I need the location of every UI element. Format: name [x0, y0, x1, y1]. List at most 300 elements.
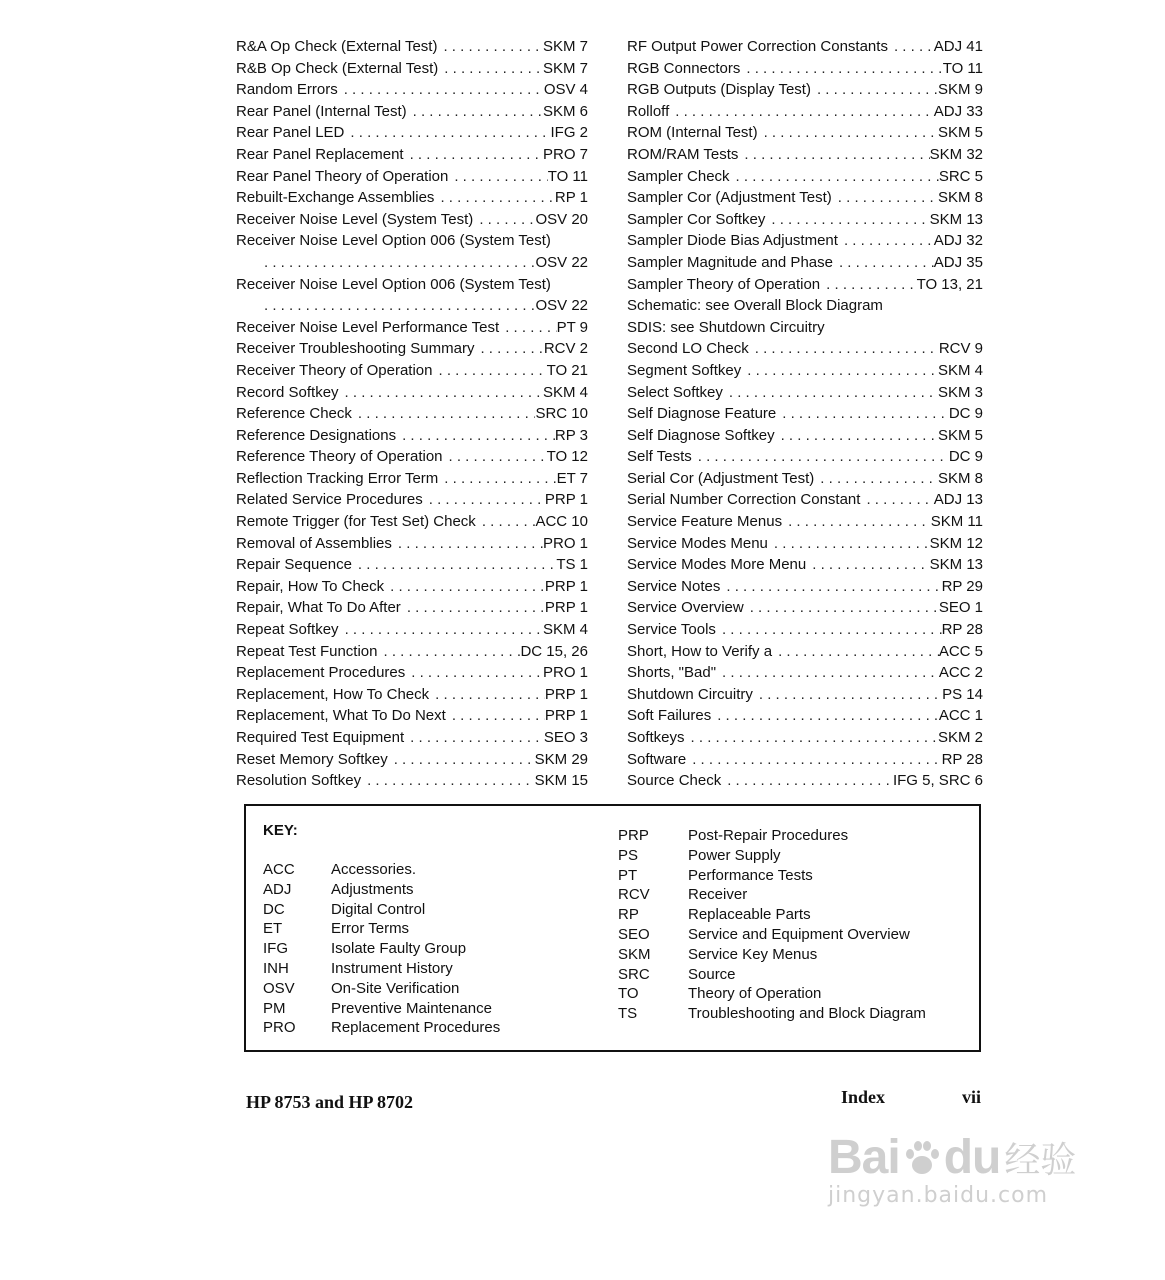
- key-row: [618, 905, 926, 925]
- index-entry: [627, 187, 983, 209]
- index-page-ref: ADJ 33: [933, 102, 983, 120]
- index-term: Rear Panel Theory of Operation: [236, 167, 449, 185]
- index-page-ref: PRO 7: [542, 145, 588, 163]
- key-row: [618, 965, 926, 985]
- index-page-ref: OSV 22: [535, 297, 588, 315]
- index-entry: [236, 274, 588, 317]
- dot-leader: [768, 533, 930, 555]
- dot-leader: [782, 511, 931, 533]
- dot-leader: [438, 468, 556, 490]
- index-entry: [627, 144, 983, 166]
- index-entry: [627, 749, 983, 771]
- index-entry: [627, 684, 983, 706]
- index-term: Receiver Theory of Operation: [236, 361, 433, 379]
- index-entry: [627, 489, 983, 511]
- footer-product-title: HP 8753 and HP 8702: [246, 1092, 414, 1112]
- index-term: Required Test Equipment: [236, 729, 405, 746]
- index-entry: [236, 511, 588, 533]
- dot-leader: [339, 619, 543, 641]
- key-meaning: Replaceable Parts: [688, 906, 811, 924]
- dot-leader: [473, 209, 535, 231]
- index-entry: [627, 382, 983, 404]
- index-term: Sampler Check: [627, 167, 730, 185]
- index-term: Random Errors: [236, 81, 338, 99]
- index-entry: [236, 166, 588, 188]
- index-page-ref: SRC 10: [535, 405, 588, 423]
- index-entry: [627, 36, 983, 58]
- index-entry: [627, 641, 983, 663]
- dot-leader: [423, 489, 545, 511]
- index-entry: [236, 597, 588, 619]
- index-column-left: [236, 36, 588, 792]
- dot-leader: [404, 727, 544, 749]
- index-entry: [236, 684, 588, 706]
- index-entry: [236, 489, 588, 511]
- index-term: Sampler Magnitude and Phase: [627, 253, 833, 271]
- index-entry: [236, 554, 588, 576]
- index-page-ref: PS 14: [942, 685, 983, 703]
- index-column-right: [627, 36, 983, 792]
- index-page-ref: SKM 8: [937, 469, 983, 487]
- dot-leader: [838, 230, 934, 252]
- index-entry: [627, 403, 983, 425]
- index-entry: [236, 209, 588, 231]
- dot-leader: [820, 274, 916, 296]
- index-entry: [627, 252, 983, 274]
- index-entry: [627, 597, 983, 619]
- dot-leader: [685, 727, 938, 749]
- dot-leader: [443, 446, 547, 468]
- dot-leader: [740, 58, 942, 80]
- dot-leader: [476, 511, 536, 533]
- key-abbreviation: RCV: [618, 886, 650, 904]
- index-page-ref: PT 9: [556, 318, 588, 336]
- index-entry: [236, 382, 588, 404]
- dot-leader: [806, 554, 929, 576]
- key-row: [263, 919, 500, 939]
- dot-leader: [716, 662, 939, 684]
- index-entry: [627, 576, 983, 598]
- key-abbreviation: ET: [263, 920, 283, 938]
- dot-leader: [446, 705, 545, 727]
- index-term: Sampler Diode Bias Adjustment: [627, 232, 838, 250]
- key-row: [618, 1004, 926, 1024]
- key-list-right: [618, 826, 926, 1024]
- index-page-ref: RP 28: [941, 621, 983, 639]
- key-row: [263, 880, 500, 900]
- index-page-ref: SKM 6: [542, 102, 588, 120]
- index-page-ref: SKM 9: [937, 81, 983, 99]
- dot-leader: [738, 144, 929, 166]
- index-term: Serial Number Correction Constant: [627, 491, 861, 509]
- index-term: Sampler Cor Softkey: [627, 210, 766, 228]
- index-term: Self Tests: [627, 448, 692, 466]
- index-page-ref: ACC 2: [938, 664, 983, 682]
- index-entry: [236, 36, 588, 58]
- key-list-left: [263, 860, 500, 1038]
- index-term: Soft Failures: [627, 707, 712, 725]
- dot-leader: [730, 166, 939, 188]
- index-term: SDIS: see Shutdown Circuitry: [627, 318, 825, 336]
- key-meaning: Digital Control: [331, 900, 426, 918]
- index-page-ref: TO 12: [546, 448, 588, 466]
- footer-section-name: Index: [841, 1087, 886, 1107]
- index-page-ref: TS 1: [556, 556, 588, 574]
- index-page-ref: DC 9: [948, 448, 983, 466]
- index-page-ref: SRC 5: [938, 167, 983, 185]
- key-row: [618, 885, 926, 905]
- index-page-ref: SKM 13: [929, 556, 983, 574]
- index-term: Second LO Check: [627, 340, 749, 358]
- key-abbreviation: PRO: [263, 1019, 296, 1037]
- index-entry: [236, 187, 588, 209]
- index-page-ref: RP 29: [941, 577, 983, 595]
- dot-leader: [384, 576, 545, 598]
- index-entry: [236, 468, 588, 490]
- index-entry: [236, 338, 588, 360]
- dot-leader: [669, 101, 934, 123]
- key-meaning: Power Supply: [688, 846, 781, 864]
- key-meaning: Source: [688, 965, 736, 983]
- dot-leader: [344, 122, 550, 144]
- index-term: Replacement Procedures: [236, 664, 406, 682]
- index-term: Receiver Troubleshooting Summary: [236, 340, 475, 358]
- index-page-ref: PRP 1: [544, 577, 588, 595]
- index-term: Service Feature Menus: [627, 513, 783, 531]
- index-term: Service Modes More Menu: [627, 556, 807, 574]
- dot-leader: [686, 749, 941, 771]
- index-page-ref: ADJ 35: [933, 253, 983, 271]
- index-term: Service Tools: [627, 621, 716, 639]
- index-term: Receiver Noise Level (System Test): [236, 210, 474, 228]
- index-entry: [627, 295, 983, 317]
- index-term: Shorts, "Bad": [627, 664, 717, 682]
- key-row: [618, 925, 926, 945]
- key-row: [263, 979, 500, 999]
- dot-leader: [338, 79, 544, 101]
- index-entry: [627, 468, 983, 490]
- index-page-ref: SKM 15: [534, 772, 588, 790]
- key-meaning: Isolate Faulty Group: [331, 940, 467, 958]
- index-term: Rebuilt-Exchange Assemblies: [236, 189, 435, 207]
- index-entry: [236, 79, 588, 101]
- index-term: Repair, How To Check: [236, 577, 385, 595]
- index-term: ROM (Internal Test): [627, 124, 758, 142]
- dot-leader: [833, 252, 934, 274]
- index-term: Record Softkey: [236, 383, 339, 401]
- key-abbreviation: OSV: [263, 979, 295, 997]
- index-page-ref: OSV 4: [543, 81, 588, 99]
- index-page-ref: IFG 5, SRC 6: [892, 772, 983, 790]
- index-entry: [236, 727, 588, 749]
- dot-leader: [433, 360, 547, 382]
- index-entry: [627, 554, 983, 576]
- index-term: ROM/RAM Tests: [627, 145, 739, 163]
- index-entry: [236, 641, 588, 663]
- index-term: Schematic: see Overall Block Diagram: [627, 297, 883, 315]
- index-term: R&B Op Check (External Test): [236, 59, 439, 77]
- dot-leader: [361, 770, 535, 792]
- index-term: Repair Sequence: [236, 556, 352, 574]
- index-page-ref: RP 28: [941, 750, 983, 768]
- key-row: [618, 945, 926, 965]
- index-term: Repeat Test Function: [236, 642, 378, 660]
- key-meaning: Service and Equipment Overview: [688, 925, 910, 943]
- dot-leader: [434, 187, 554, 209]
- key-row: [618, 826, 926, 846]
- index-entry: [627, 705, 983, 727]
- key-abbreviation: ACC: [263, 861, 295, 878]
- index-entry: [236, 533, 588, 555]
- dot-leader: [448, 166, 547, 188]
- index-entry: [627, 79, 983, 101]
- dot-leader: [860, 489, 933, 511]
- key-abbreviation: IFG: [263, 940, 288, 958]
- dot-leader: [339, 382, 543, 404]
- key-abbreviation: PS: [618, 846, 639, 864]
- index-entry: [627, 360, 983, 382]
- index-term: Shutdown Circuitry: [627, 685, 753, 703]
- index-entry: [236, 749, 588, 771]
- index-page-ref: SEO 3: [543, 729, 588, 746]
- dot-leader: [711, 705, 939, 727]
- index-entry: [627, 425, 983, 447]
- index-entry: [627, 122, 983, 144]
- index-page-ref: TO 11: [942, 59, 983, 77]
- index-page-ref: TO 11: [547, 167, 588, 185]
- index-entry: [627, 662, 983, 684]
- index-page-ref: SKM 5: [937, 426, 983, 444]
- watermark-logo-right: du: [943, 1131, 1001, 1184]
- watermark-url: jingyan.baidu.com: [828, 1183, 1049, 1208]
- index-page-ref: SKM 4: [542, 383, 588, 401]
- index-term: Removal of Assemblies: [236, 534, 392, 552]
- index-entry: [627, 101, 983, 123]
- index-term: Self Diagnose Feature: [627, 405, 777, 423]
- index-page-ref: SKM 12: [929, 534, 983, 552]
- key-abbreviation: DC: [263, 900, 285, 918]
- index-entry: [627, 209, 983, 231]
- index-entry: [236, 705, 588, 727]
- index-term: Source Check: [627, 772, 722, 790]
- index-entry: [236, 662, 588, 684]
- index-page-ref: ET 7: [556, 469, 588, 487]
- index-term: Sampler Cor (Adjustment Test): [627, 189, 832, 207]
- index-term: Service Modes Menu: [627, 534, 768, 552]
- index-entry: [236, 144, 588, 166]
- key-abbreviation: SEO: [618, 925, 650, 943]
- index-page-ref: IFG 2: [550, 124, 588, 142]
- key-row: [618, 866, 926, 886]
- dot-leader: [749, 338, 939, 360]
- index-term: Related Service Procedures: [236, 491, 423, 509]
- index-entry: [627, 338, 983, 360]
- index-entry: [627, 770, 983, 792]
- index-term: Short, How to Verify a: [627, 642, 773, 660]
- key-abbreviation: INH: [263, 959, 289, 977]
- dot-leader: [377, 641, 520, 663]
- index-page-ref: TO 13, 21: [916, 275, 983, 293]
- dot-leader: [388, 749, 535, 771]
- dot-leader: [429, 684, 545, 706]
- key-abbreviation: PM: [263, 999, 286, 1017]
- index-term: R&A Op Check (External Test): [236, 38, 438, 55]
- key-abbreviation: RP: [618, 906, 639, 924]
- index-page-ref: RP 3: [554, 426, 588, 444]
- index-term: Reflection Tracking Error Term: [236, 469, 439, 487]
- baidu-jingyan-watermark: [828, 1130, 1076, 1208]
- index-term: Replacement, What To Do Next: [236, 707, 446, 725]
- dot-leader: [407, 101, 543, 123]
- index-entry: [236, 58, 588, 80]
- key-meaning: On-Site Verification: [331, 979, 460, 997]
- index-entry: [236, 317, 588, 339]
- index-page-ref: ACC 1: [938, 707, 983, 725]
- key-row: [263, 939, 500, 959]
- index-term: Segment Softkey: [627, 361, 742, 379]
- key-meaning: Accessories.: [331, 861, 417, 878]
- dot-leader: [741, 360, 938, 382]
- index-entry: [627, 166, 983, 188]
- key-meaning: Error Terms: [331, 920, 410, 938]
- index-term: Repeat Softkey: [236, 621, 339, 639]
- index-term: Receiver Noise Level Option 006 (System Test): [236, 275, 551, 293]
- key-row: [263, 900, 500, 920]
- index-entry: [236, 101, 588, 123]
- index-term: Receiver Noise Level Option 006 (System Test): [236, 232, 551, 250]
- index-term: RGB Connectors: [627, 59, 741, 77]
- index-term: Reset Memory Softkey: [236, 750, 388, 768]
- index-page-ref: SKM 7: [542, 59, 588, 77]
- dot-leader: [776, 403, 949, 425]
- key-meaning: Adjustments: [331, 880, 414, 898]
- index-entry: [236, 446, 588, 468]
- index-page-ref: SKM 8: [937, 189, 983, 207]
- index-entry: [236, 403, 588, 425]
- index-page-ref: PRP 1: [544, 707, 588, 725]
- dot-leader: [437, 36, 543, 58]
- dot-leader: [814, 468, 938, 490]
- key-meaning: Replacement Procedures: [331, 1019, 501, 1037]
- dot-leader: [832, 187, 938, 209]
- watermark-logo-left: Bai: [828, 1131, 900, 1184]
- dot-leader: [352, 403, 536, 425]
- dot-leader: [474, 338, 543, 360]
- index-page-ref: SKM 7: [542, 38, 588, 55]
- index-page-ref: ADJ 32: [933, 232, 983, 250]
- dot-leader: [692, 446, 949, 468]
- dot-leader: [258, 252, 535, 274]
- key-row: [618, 846, 926, 866]
- index-page-ref: SKM 29: [534, 750, 588, 768]
- index-term: Self Diagnose Softkey: [627, 426, 775, 444]
- dot-leader: [438, 58, 543, 80]
- dot-leader: [716, 619, 942, 641]
- index-entry: [236, 770, 588, 792]
- index-page-ref: SKM 13: [929, 210, 983, 228]
- index-page-ref: SKM 32: [929, 145, 983, 163]
- index-term: Rear Panel LED: [236, 124, 345, 142]
- dot-leader: [404, 144, 543, 166]
- key-abbreviation: SKM: [618, 945, 651, 963]
- key-abbreviation: TS: [618, 1005, 638, 1023]
- key-abbreviation: ADJ: [263, 880, 292, 898]
- dot-leader: [721, 770, 893, 792]
- index-term: RGB Outputs (Display Test): [627, 81, 811, 99]
- index-term: Rear Panel Replacement: [236, 145, 404, 163]
- index-page-ref: SKM 2: [937, 729, 983, 746]
- index-page-ref: ACC 10: [535, 513, 588, 531]
- dot-leader: [758, 122, 938, 144]
- key-meaning: Theory of Operation: [688, 985, 822, 1003]
- watermark-chinese: 经验: [1004, 1140, 1077, 1181]
- index-term: Replacement, How To Check: [236, 685, 430, 703]
- key-row: [263, 999, 500, 1019]
- index-page-ref: RP 1: [554, 189, 588, 207]
- index-page-ref: PRP 1: [544, 685, 588, 703]
- dot-leader: [720, 576, 941, 598]
- index-entry: [627, 533, 983, 555]
- dot-leader: [392, 533, 543, 555]
- dot-leader: [744, 597, 939, 619]
- index-term: Select Softkey: [627, 383, 723, 401]
- dot-leader: [401, 597, 545, 619]
- key-row: [618, 984, 926, 1004]
- dot-leader: [499, 317, 556, 339]
- index-term: Reference Theory of Operation: [236, 448, 443, 466]
- key-abbreviation: SRC: [618, 965, 650, 983]
- key-row: [263, 1018, 500, 1038]
- index-page-ref: SEO 1: [938, 599, 983, 617]
- key-title: KEY:: [263, 822, 298, 839]
- index-entry: [627, 230, 983, 252]
- index-page-ref: DC 15, 26: [520, 642, 588, 660]
- index-term: Rear Panel (Internal Test): [236, 102, 407, 120]
- index-term: Software: [627, 750, 687, 768]
- index-page-ref: RCV 2: [543, 340, 588, 358]
- index-page-ref: SKM 4: [937, 361, 983, 379]
- dot-leader: [772, 641, 939, 663]
- index-term: Resolution Softkey: [236, 772, 362, 790]
- index-term: Rolloff: [627, 102, 670, 120]
- key-row: [263, 860, 500, 880]
- dot-leader: [765, 209, 929, 231]
- key-meaning: Troubleshooting and Block Diagram: [688, 1005, 926, 1023]
- key-meaning: Performance Tests: [688, 866, 813, 884]
- key-meaning: Receiver: [688, 886, 748, 904]
- index-page-ref: SKM 3: [937, 383, 983, 401]
- index-entry: [627, 274, 983, 296]
- index-entry: [236, 576, 588, 598]
- index-term: Serial Cor (Adjustment Test): [627, 469, 815, 487]
- index-page-ref: ACC 5: [938, 642, 983, 660]
- index-entry: [627, 619, 983, 641]
- key-meaning: Instrument History: [331, 959, 453, 977]
- footer-page-number: vii: [962, 1087, 982, 1107]
- dot-leader: [396, 425, 555, 447]
- index-page-ref: PRO 1: [542, 534, 588, 552]
- index-entry: [236, 122, 588, 144]
- index-page-ref: SKM 11: [930, 513, 983, 531]
- dot-leader: [258, 295, 535, 317]
- index-entry: [236, 230, 588, 273]
- index-page-ref: SKM 4: [542, 621, 588, 639]
- index-entry: [236, 425, 588, 447]
- index-term: Receiver Noise Level Performance Test: [236, 318, 500, 336]
- index-page-ref: DC 9: [948, 405, 983, 423]
- index-term: Repair, What To Do After: [236, 599, 401, 617]
- index-entry: [627, 511, 983, 533]
